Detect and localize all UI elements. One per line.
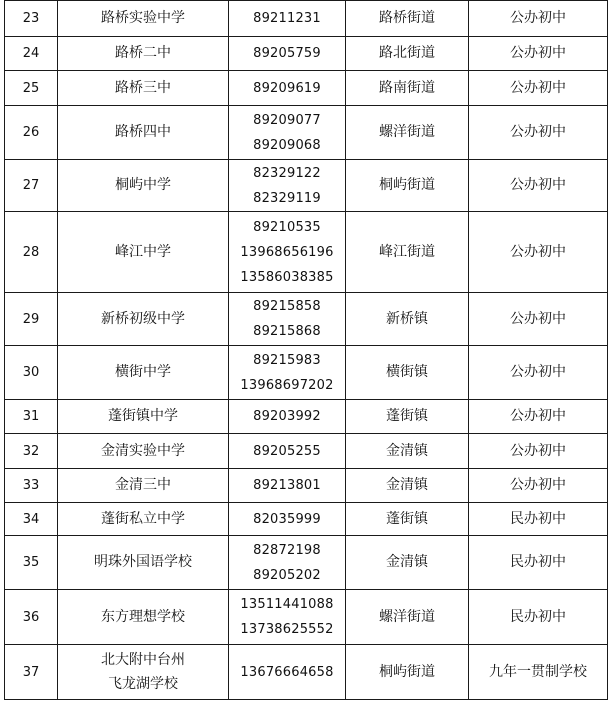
row-number-cell: 28 xyxy=(5,212,58,293)
street-cell: 路桥街道 xyxy=(346,1,469,37)
school-name-line: 桐屿中学 xyxy=(115,177,171,193)
phone-number: 13968656196 xyxy=(240,244,334,260)
phone-cell xyxy=(229,71,346,106)
school-type-cell: 公办初中 xyxy=(469,37,608,71)
school-type-cell: 公办初中 xyxy=(469,71,608,106)
phone-number: 13511441088 xyxy=(240,597,334,612)
phone-number: 89210535 xyxy=(253,219,321,235)
school-name-line: 新桥初级中学 xyxy=(101,310,185,327)
phone-cell xyxy=(229,503,346,536)
row-number-cell: 37 xyxy=(5,645,58,700)
school-name-line: 蓬街镇中学 xyxy=(108,408,178,424)
street-cell: 金清镇 xyxy=(346,536,469,590)
phone-number: 82872198 xyxy=(253,542,321,558)
phone-number: 89215858 xyxy=(253,299,321,314)
phone-cell xyxy=(229,434,346,469)
school-type-cell: 公办初中 xyxy=(469,434,608,469)
phone-number: 89211231 xyxy=(253,11,321,26)
phone-number: 89213801 xyxy=(253,478,321,493)
phone-cell xyxy=(229,346,346,400)
school-type-cell: 九年一贯制学校 xyxy=(469,645,608,700)
phone-number: 89209619 xyxy=(253,80,321,96)
school-type-cell: 公办初中 xyxy=(469,400,608,434)
phone-number: 89215983 xyxy=(253,352,321,368)
table-row xyxy=(5,212,608,293)
phone-cell xyxy=(229,400,346,434)
school-name-line: 金清三中 xyxy=(115,477,171,493)
phone-number: 82035999 xyxy=(253,511,321,527)
school-type-cell: 公办初中 xyxy=(469,160,608,212)
street-cell: 路北街道 xyxy=(346,37,469,71)
phone-number: 89203992 xyxy=(253,409,321,424)
phone-number: 82329122 xyxy=(253,165,321,181)
table-row xyxy=(5,37,608,71)
phone-number: 89205202 xyxy=(253,567,321,583)
table-row xyxy=(5,400,608,434)
row-number-cell: 25 xyxy=(5,71,58,106)
school-name-line: 路桥二中 xyxy=(115,45,171,61)
school-name-line: 横街中学 xyxy=(115,364,171,380)
table-row xyxy=(5,71,608,106)
school-name-line: 路桥三中 xyxy=(115,79,171,96)
row-number-cell: 32 xyxy=(5,434,58,469)
school-name-line: 峰江中学 xyxy=(115,243,171,260)
table-row xyxy=(5,469,608,503)
row-number-cell: 24 xyxy=(5,37,58,71)
school-name-cell xyxy=(58,212,229,293)
school-name-cell xyxy=(58,536,229,590)
phone-cell xyxy=(229,1,346,37)
school-name-cell xyxy=(58,645,229,700)
row-number-cell: 23 xyxy=(5,1,58,37)
school-name-cell xyxy=(58,106,229,160)
table-row xyxy=(5,434,608,469)
street-cell: 螺洋街道 xyxy=(346,590,469,645)
street-cell: 螺洋街道 xyxy=(346,106,469,160)
phone-cell xyxy=(229,293,346,346)
school-type-cell: 民办初中 xyxy=(469,536,608,590)
row-number-cell: 29 xyxy=(5,293,58,346)
street-cell: 蓬街镇 xyxy=(346,400,469,434)
row-number-cell: 30 xyxy=(5,346,58,400)
table-row xyxy=(5,503,608,536)
phone-number: 13586038385 xyxy=(240,269,334,285)
school-type-cell: 民办初中 xyxy=(469,590,608,645)
street-cell: 峰江街道 xyxy=(346,212,469,293)
school-name-cell xyxy=(58,434,229,469)
phone-cell xyxy=(229,106,346,160)
row-number-cell: 27 xyxy=(5,160,58,212)
table-row xyxy=(5,536,608,590)
phone-number: 89209068 xyxy=(253,137,321,153)
school-name-line: 明珠外国语学校 xyxy=(94,554,192,570)
phone-cell xyxy=(229,160,346,212)
school-name-cell xyxy=(58,503,229,536)
school-type-cell: 公办初中 xyxy=(469,1,608,37)
street-cell: 桐屿街道 xyxy=(346,160,469,212)
phone-number: 13738625552 xyxy=(240,622,334,637)
phone-cell xyxy=(229,536,346,590)
school-name-cell xyxy=(58,71,229,106)
street-cell: 金清镇 xyxy=(346,469,469,503)
school-type-cell: 公办初中 xyxy=(469,212,608,293)
row-number-cell: 26 xyxy=(5,106,58,160)
school-name-cell xyxy=(58,346,229,400)
school-name-cell xyxy=(58,590,229,645)
school-name-cell xyxy=(58,37,229,71)
school-contact-table xyxy=(4,0,608,700)
school-type-cell: 公办初中 xyxy=(469,469,608,503)
street-cell: 金清镇 xyxy=(346,434,469,469)
school-type-cell: 民办初中 xyxy=(469,503,608,536)
school-name-cell xyxy=(58,1,229,37)
phone-cell xyxy=(229,645,346,700)
phone-number: 13968697202 xyxy=(240,377,334,393)
school-type-cell: 公办初中 xyxy=(469,106,608,160)
phone-number: 89209077 xyxy=(253,112,321,128)
school-name-line: 金清实验中学 xyxy=(101,442,185,459)
table-row xyxy=(5,160,608,212)
school-name-line: 路桥四中 xyxy=(115,124,171,140)
school-name-cell xyxy=(58,400,229,434)
row-number-cell: 34 xyxy=(5,503,58,536)
school-name-cell xyxy=(58,293,229,346)
school-name-cell xyxy=(58,160,229,212)
phone-number: 89205255 xyxy=(253,443,321,459)
phone-cell xyxy=(229,590,346,645)
table-row xyxy=(5,346,608,400)
row-number-cell: 35 xyxy=(5,536,58,590)
row-number-cell: 31 xyxy=(5,400,58,434)
school-type-cell: 公办初中 xyxy=(469,346,608,400)
phone-number: 13676664658 xyxy=(240,664,334,680)
table-row xyxy=(5,1,608,37)
row-number-cell: 33 xyxy=(5,469,58,503)
phone-number: 89205759 xyxy=(253,46,321,61)
school-name-line: 飞龙湖学校 xyxy=(108,676,178,692)
street-cell: 新桥镇 xyxy=(346,293,469,346)
school-name-line: 东方理想学校 xyxy=(101,608,185,625)
school-name-line: 路桥实验中学 xyxy=(101,10,185,26)
phone-number: 82329119 xyxy=(253,190,321,206)
street-cell: 横街镇 xyxy=(346,346,469,400)
table-body xyxy=(5,1,608,700)
table-row xyxy=(5,645,608,700)
table-row xyxy=(5,590,608,645)
school-type-cell: 公办初中 xyxy=(469,293,608,346)
street-cell: 桐屿街道 xyxy=(346,645,469,700)
school-name-line: 北大附中台州 xyxy=(101,652,185,668)
street-cell: 路南街道 xyxy=(346,71,469,106)
phone-number: 89215868 xyxy=(253,324,321,339)
phone-cell xyxy=(229,212,346,293)
table-row xyxy=(5,293,608,346)
table-row xyxy=(5,106,608,160)
phone-cell xyxy=(229,37,346,71)
school-name-line: 蓬街私立中学 xyxy=(101,510,185,527)
row-number-cell: 36 xyxy=(5,590,58,645)
street-cell: 蓬街镇 xyxy=(346,503,469,536)
school-name-cell xyxy=(58,469,229,503)
phone-cell xyxy=(229,469,346,503)
